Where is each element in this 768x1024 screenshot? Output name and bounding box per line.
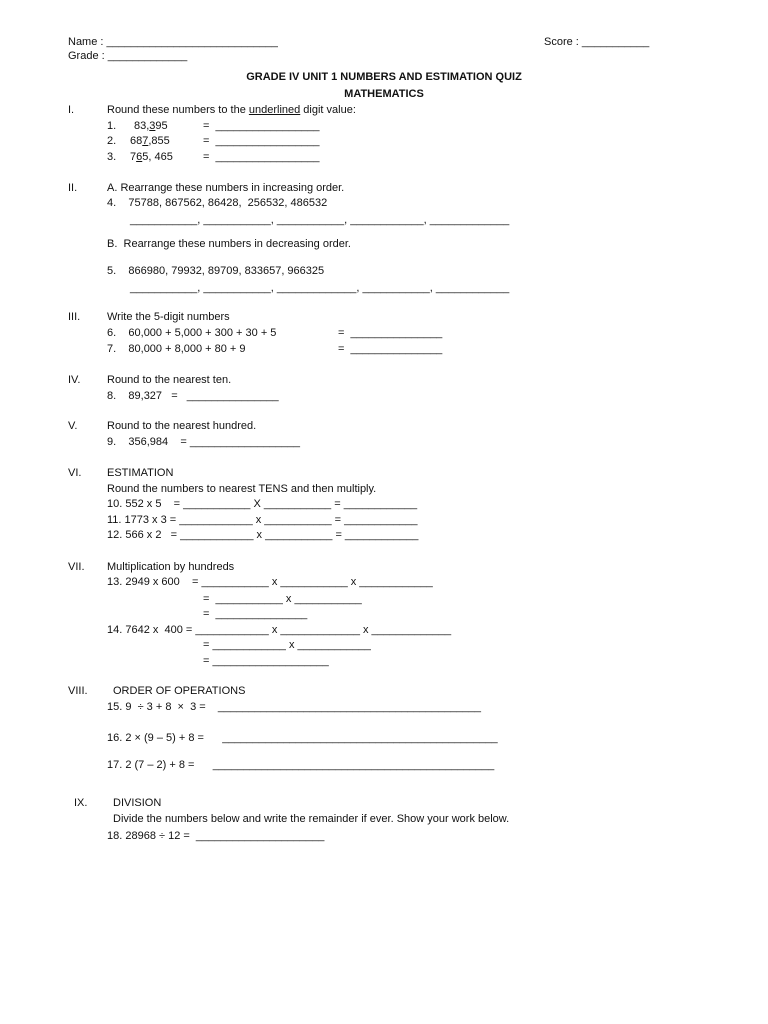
section-1-instruction: Round these numbers to the underlined digit value: (107, 104, 356, 116)
item-13[interactable]: 13. 2949 x 600 = ___________ x ___________ x ____________ (107, 576, 433, 588)
name-field[interactable]: Name : ____________________________ (68, 36, 278, 48)
section-6-number: VI. (68, 467, 82, 479)
item-5-numbers: 5. 866980, 79932, 89709, 833657, 966325 (107, 265, 325, 277)
grade-field[interactable]: Grade : _____________ (68, 50, 188, 62)
item-7-answer[interactable]: = _______________ (338, 343, 443, 355)
section-7-number: VII. (68, 561, 85, 573)
item-12[interactable]: 12. 566 x 2 = ____________ x ___________ = ____________ (107, 529, 419, 541)
item-14[interactable]: 14. 7642 x 400 = ____________ x _____________ x _____________ (107, 624, 452, 636)
item-1-value: 83,395 (134, 120, 168, 132)
item-4-numbers: 4. 75788, 867562, 86428, 256532, 486532 (107, 197, 328, 209)
item-6-expression: 6. 60,000 + 5,000 + 300 + 30 + 5 (107, 327, 277, 339)
item-2-answer[interactable]: = _________________ (203, 135, 320, 147)
section-4-number: IV. (68, 374, 81, 386)
item-1-number: 1. (107, 120, 117, 132)
item-6-answer[interactable]: = _______________ (338, 327, 443, 339)
section-3-number: III. (68, 311, 81, 323)
section-1-number: I. (68, 104, 75, 116)
item-5-answer-blanks[interactable]: ___________, ___________, _____________, ___________, ____________ (130, 282, 510, 294)
item-18[interactable]: 18. 28968 ÷ 12 = _____________________ (107, 830, 325, 842)
quiz-title: GRADE IV UNIT 1 NUMBERS AND ESTIMATION QUIZ (246, 71, 522, 83)
item-4-answer-blanks[interactable]: ___________, ___________, ___________, ____________, _____________ (130, 214, 510, 226)
item-7-expression: 7. 80,000 + 8,000 + 80 + 9 (107, 343, 246, 355)
item-11[interactable]: 11. 1773 x 3 = ____________ x ___________ = ____________ (107, 514, 418, 526)
quiz-subject: MATHEMATICS (344, 88, 424, 100)
item-13-step-3[interactable]: = _______________ (203, 608, 308, 620)
section-5-instruction: Round to the nearest hundred. (107, 420, 257, 432)
item-14-step-3[interactable]: = ___________________ (203, 655, 329, 667)
section-2-number: II. (68, 182, 78, 194)
section-2b-instruction: B. Rearrange these numbers in decreasing order. (107, 238, 351, 250)
section-8-title: ORDER OF OPERATIONS (113, 685, 246, 697)
section-3-instruction: Write the 5-digit numbers (107, 311, 230, 323)
section-6-title: ESTIMATION (107, 467, 174, 479)
item-8[interactable]: 8. 89,327 = _______________ (107, 390, 279, 402)
item-3-number: 3. (107, 151, 117, 163)
item-14-step-2[interactable]: = ____________ x ____________ (203, 639, 371, 651)
score-field[interactable]: Score : ___________ (544, 36, 650, 48)
section-9-instruction: Divide the numbers below and write the remainder if ever. Show your work below. (113, 813, 510, 825)
item-17[interactable]: 17. 2 (7 – 2) + 8 = ______________________________________________ (107, 759, 495, 771)
item-3-value: 765, 465 (130, 151, 173, 163)
section-9-number: IX. (74, 797, 88, 809)
item-9[interactable]: 9. 356,984 = __________________ (107, 436, 300, 448)
section-2a-instruction: A. Rearrange these numbers in increasing order. (107, 182, 345, 194)
item-1-answer[interactable]: = _________________ (203, 120, 320, 132)
item-16[interactable]: 16. 2 × (9 – 5) + 8 = _____________________________________________ (107, 732, 498, 744)
section-9-title: DIVISION (113, 797, 162, 809)
item-3-answer[interactable]: = _________________ (203, 151, 320, 163)
section-7-title: Multiplication by hundreds (107, 561, 235, 573)
item-10[interactable]: 10. 552 x 5 = ___________ X ___________ = ____________ (107, 498, 418, 510)
section-4-instruction: Round to the nearest ten. (107, 374, 232, 386)
item-15[interactable]: 15. 9 ÷ 3 + 8 × 3 = ___________________________________________ (107, 701, 481, 713)
section-6-instruction: Round the numbers to nearest TENS and then multiply. (107, 483, 377, 495)
item-2-value: 687,855 (130, 135, 170, 147)
item-13-step-2[interactable]: = ___________ x ___________ (203, 593, 362, 605)
item-2-number: 2. (107, 135, 117, 147)
section-8-number: VIII. (68, 685, 88, 697)
section-5-number: V. (68, 420, 78, 432)
